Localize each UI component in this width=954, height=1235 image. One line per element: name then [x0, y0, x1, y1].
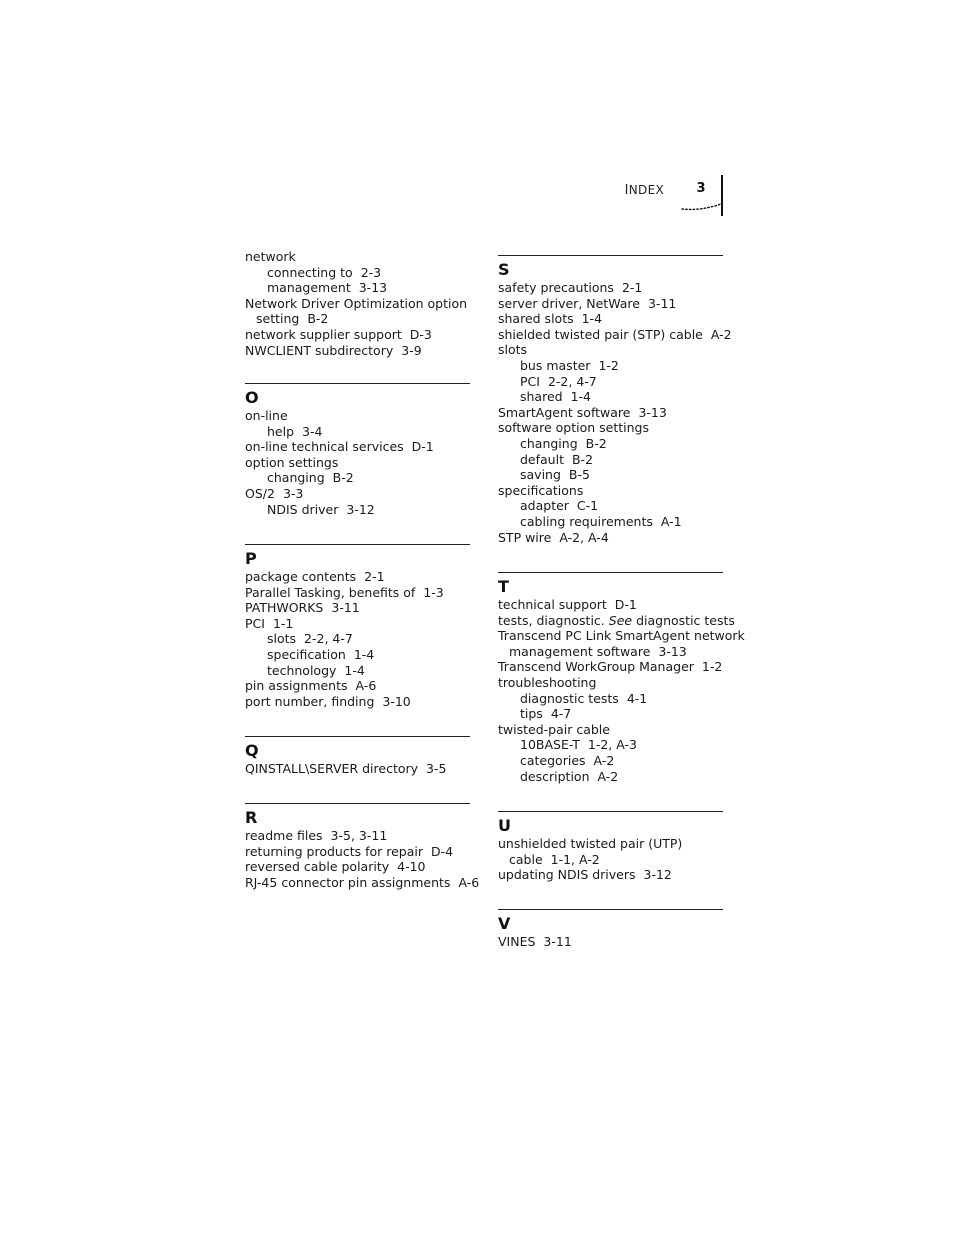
index-entry-list — [498, 934, 723, 950]
index-entry — [245, 600, 470, 616]
index-section-r — [245, 803, 480, 890]
index-subentry — [498, 514, 723, 530]
entry-term: description — [520, 768, 590, 784]
entry-term: changing — [520, 435, 578, 451]
page-reference: 1-4 — [353, 646, 375, 662]
page-reference: A-2, A-4 — [559, 529, 609, 545]
index-entry — [245, 844, 470, 860]
section-letter: S — [498, 260, 510, 279]
entry-term: tests, diagnostic. — [498, 612, 605, 628]
entry-term: server driver, NetWare — [498, 295, 640, 311]
see-target: diagnostic tests — [636, 612, 735, 628]
index-entry — [498, 326, 732, 343]
index-entry — [245, 249, 470, 265]
entry-term: cable — [509, 851, 543, 867]
entry-term: specification — [267, 646, 346, 662]
entry-term: cabling requirements — [520, 513, 653, 529]
entry-term: shared — [520, 389, 563, 405]
index-entry — [245, 616, 470, 632]
entry-term: QINSTALL\SERVER directory — [245, 761, 419, 776]
index-entry — [498, 628, 745, 644]
entry-term: help — [267, 423, 295, 439]
page-reference: 3-11 — [331, 600, 360, 616]
index-entry — [498, 934, 723, 950]
index-subentry — [498, 452, 723, 468]
index-entry — [498, 280, 723, 296]
index-entry — [245, 859, 470, 875]
index-subentry — [498, 374, 723, 390]
page-reference: D-3 — [409, 326, 432, 342]
section-letter: V — [498, 914, 511, 933]
entry-term: changing — [267, 470, 325, 486]
entry-term: specifications — [498, 482, 584, 498]
entry-term: VINES — [498, 934, 536, 949]
entry-term: twisted-pair cable — [498, 721, 610, 737]
index-entry-list — [498, 597, 745, 784]
page-reference: 4-10 — [397, 859, 426, 875]
entry-term: NWCLIENT subdirectory — [245, 342, 394, 358]
index-entry — [245, 694, 470, 710]
index-subentry — [498, 389, 723, 405]
entry-term: management software — [509, 643, 651, 659]
entry-term: setting — [256, 311, 300, 327]
index-subentry — [245, 647, 470, 663]
page-reference: A-1 — [660, 513, 682, 529]
index-entry — [498, 530, 723, 546]
entry-term: saving — [520, 467, 561, 483]
index-entry — [498, 420, 723, 436]
index-entry-list — [245, 249, 470, 358]
index-section-continued — [245, 248, 470, 358]
page-reference: A-2 — [593, 752, 615, 768]
index-entry — [498, 311, 723, 327]
page-reference: 4-7 — [550, 706, 572, 722]
index-entry — [245, 408, 470, 424]
entry-term: PCI — [245, 615, 265, 631]
page-reference: B-2 — [332, 470, 354, 486]
entry-term: Transcend WorkGroup Manager — [498, 659, 694, 675]
entry-term: RJ-45 connector pin assignments — [245, 874, 451, 890]
entry-term: returning products for repair — [245, 843, 424, 859]
page-reference: 2-1 — [621, 280, 643, 295]
index-section-u — [498, 811, 723, 883]
section-letter: R — [245, 808, 258, 827]
page-reference: 3-13 — [358, 280, 388, 296]
page-reference: C-1 — [576, 498, 599, 514]
entry-term: network supplier support — [245, 326, 402, 342]
page-reference: 3-11 — [647, 295, 677, 311]
page-reference: A-6 — [355, 678, 377, 694]
page-reference: 4-1 — [626, 690, 648, 706]
page-reference: 1-1, A-2 — [550, 851, 600, 867]
entry-term: technical support — [498, 597, 607, 612]
page-reference: 1-4 — [581, 311, 603, 327]
index-entry — [245, 439, 470, 455]
header-label-initial: I — [624, 183, 629, 198]
page-reference: 3-3 — [282, 485, 304, 501]
page-reference: 1-4 — [570, 389, 592, 405]
index-subentry — [498, 737, 723, 753]
index-entry — [498, 675, 723, 691]
entry-term: technology — [267, 662, 337, 678]
entry-term: default — [520, 451, 564, 467]
section-letter: P — [245, 549, 257, 568]
page-reference: 3-12 — [643, 867, 672, 883]
index-entry — [245, 585, 470, 601]
entry-term: OS/2 — [245, 485, 275, 501]
index-entry — [498, 296, 723, 312]
page-reference: B-5 — [568, 467, 590, 483]
page-reference: D-4 — [431, 843, 454, 859]
section-letter: T — [498, 577, 509, 596]
header-label — [600, 183, 664, 198]
index-subentry — [245, 424, 470, 440]
index-entry — [245, 874, 480, 891]
page-reference: 3-5 — [426, 761, 447, 776]
entry-term: shared slots — [498, 311, 574, 327]
index-subentry — [498, 691, 723, 707]
index-entry — [245, 761, 470, 777]
index-subentry — [498, 498, 723, 514]
page-reference: 3-12 — [346, 501, 375, 517]
entry-term: network — [245, 249, 296, 264]
entry-term: slots — [267, 631, 297, 647]
page-reference: B-2 — [585, 435, 607, 451]
page-reference: 3-13 — [638, 404, 667, 420]
entry-term: option settings — [245, 454, 339, 470]
index-entry — [498, 836, 723, 852]
index-section-q — [245, 736, 470, 777]
header-dotted-curve — [681, 202, 723, 214]
index-subentry — [498, 358, 723, 374]
entry-term: SmartAgent software — [498, 404, 631, 420]
index-entry — [498, 659, 723, 675]
page-reference: 2-2, 4-7 — [304, 631, 353, 647]
page-reference: 1-2 — [598, 357, 619, 373]
page-reference: 3-11 — [543, 934, 572, 949]
index-section-t — [498, 572, 745, 784]
index-entry — [498, 722, 723, 738]
index-subentry — [498, 769, 723, 785]
index-subentry — [498, 706, 723, 722]
index-entry — [245, 327, 470, 343]
entry-term: categories — [520, 752, 586, 768]
page-reference: B-2 — [571, 451, 594, 467]
index-entry-continuation — [498, 852, 723, 868]
entry-term: Network Driver Optimization option — [245, 295, 468, 311]
page-reference: A-2 — [597, 768, 619, 784]
index-subentry — [245, 631, 470, 647]
page-reference: 2-3 — [360, 264, 382, 280]
entry-term: troubleshooting — [498, 674, 597, 690]
entry-term: NDIS driver — [267, 501, 339, 517]
entry-term: PCI — [520, 373, 540, 389]
section-letter: O — [245, 388, 259, 407]
entry-term: reversed cable polarity — [245, 859, 390, 875]
page-reference: B-2 — [307, 311, 329, 327]
index-subentry — [498, 436, 723, 452]
index-subentry — [245, 265, 470, 281]
entry-term: slots — [498, 342, 528, 358]
page-reference: D-1 — [411, 439, 434, 455]
entry-term: shielded twisted pair (STP) cable — [498, 326, 703, 342]
entry-term: on-line — [245, 408, 288, 423]
index-section-v — [498, 909, 723, 950]
entry-term: adapter — [520, 498, 569, 514]
page-reference: 3-4 — [302, 423, 323, 439]
index-entry — [245, 828, 470, 844]
page-number: 3 — [696, 181, 706, 196]
index-subentry — [498, 467, 723, 483]
section-letter: Q — [245, 741, 259, 760]
index-entry — [245, 343, 470, 359]
index-subentry — [245, 502, 470, 518]
entry-term: software option settings — [498, 420, 650, 436]
page-reference: 3-10 — [382, 693, 411, 709]
index-entry-list — [498, 836, 723, 883]
entry-term: Parallel Tasking, benefits of — [245, 584, 416, 600]
page-reference: 1-3 — [423, 584, 444, 600]
page-reference: 1-2, A-3 — [587, 737, 637, 753]
page-reference: 2-1 — [364, 569, 385, 584]
index-entry-list — [245, 761, 470, 777]
index-entry-list — [245, 569, 470, 709]
index-entry-list — [245, 408, 470, 517]
entry-term: readme files — [245, 828, 323, 843]
index-entry — [498, 612, 735, 629]
entry-term: STP wire — [498, 529, 552, 545]
entry-term: port number, finding — [245, 693, 375, 709]
header-label-rest: NDEX — [628, 183, 664, 197]
entry-term: 10BASE-T — [520, 737, 580, 753]
entry-term: bus master — [520, 357, 591, 373]
index-entry — [498, 867, 723, 883]
index-subentry — [245, 280, 470, 296]
index-entry — [498, 597, 723, 613]
index-section-p — [245, 544, 470, 709]
index-entry — [498, 342, 723, 358]
index-subentry — [498, 753, 723, 769]
see-reference: See — [608, 612, 633, 628]
page-reference: 3-9 — [401, 342, 422, 358]
index-section-o — [245, 383, 470, 517]
entry-term: connecting to — [267, 264, 353, 280]
section-letter: U — [498, 816, 511, 835]
entry-term: pin assignments — [245, 678, 348, 694]
index-entry — [245, 678, 470, 694]
index-entry-continuation — [245, 311, 470, 327]
page-reference: 3-5, 3-11 — [330, 828, 388, 843]
page-reference: A-2 — [710, 326, 732, 342]
index-entry-list — [245, 828, 480, 890]
entry-term: Transcend PC Link SmartAgent network — [498, 628, 745, 644]
index-entry — [245, 486, 470, 502]
entry-term: unshielded twisted pair (UTP) — [498, 836, 683, 851]
index-entry — [245, 455, 470, 471]
page-reference: 3-13 — [658, 643, 687, 659]
entry-term: package contents — [245, 569, 357, 584]
entry-term: safety precautions — [498, 280, 614, 295]
entry-term: PATHWORKS — [245, 600, 324, 616]
index-entry-continuation — [498, 644, 723, 660]
index-entry — [498, 483, 723, 499]
index-entry-list — [498, 280, 732, 545]
entry-term: diagnostic tests — [520, 690, 619, 706]
entry-term: tips — [520, 706, 543, 722]
index-subentry — [245, 470, 470, 486]
index-entry — [245, 296, 470, 312]
index-entry — [245, 569, 470, 585]
page-reference: A-6 — [458, 874, 480, 890]
index-subentry — [245, 663, 470, 679]
index-entry — [498, 405, 723, 421]
entry-term: updating NDIS drivers — [498, 867, 636, 883]
entry-term: management — [267, 280, 351, 296]
page-reference: D-1 — [614, 597, 637, 612]
entry-term: on-line technical services — [245, 439, 404, 455]
page-reference: 1-1 — [272, 615, 294, 631]
page-reference: 2-2, 4-7 — [547, 373, 597, 389]
page-reference: 1-4 — [344, 662, 365, 678]
index-section-s — [498, 255, 732, 545]
page-reference: 1-2 — [701, 659, 723, 675]
